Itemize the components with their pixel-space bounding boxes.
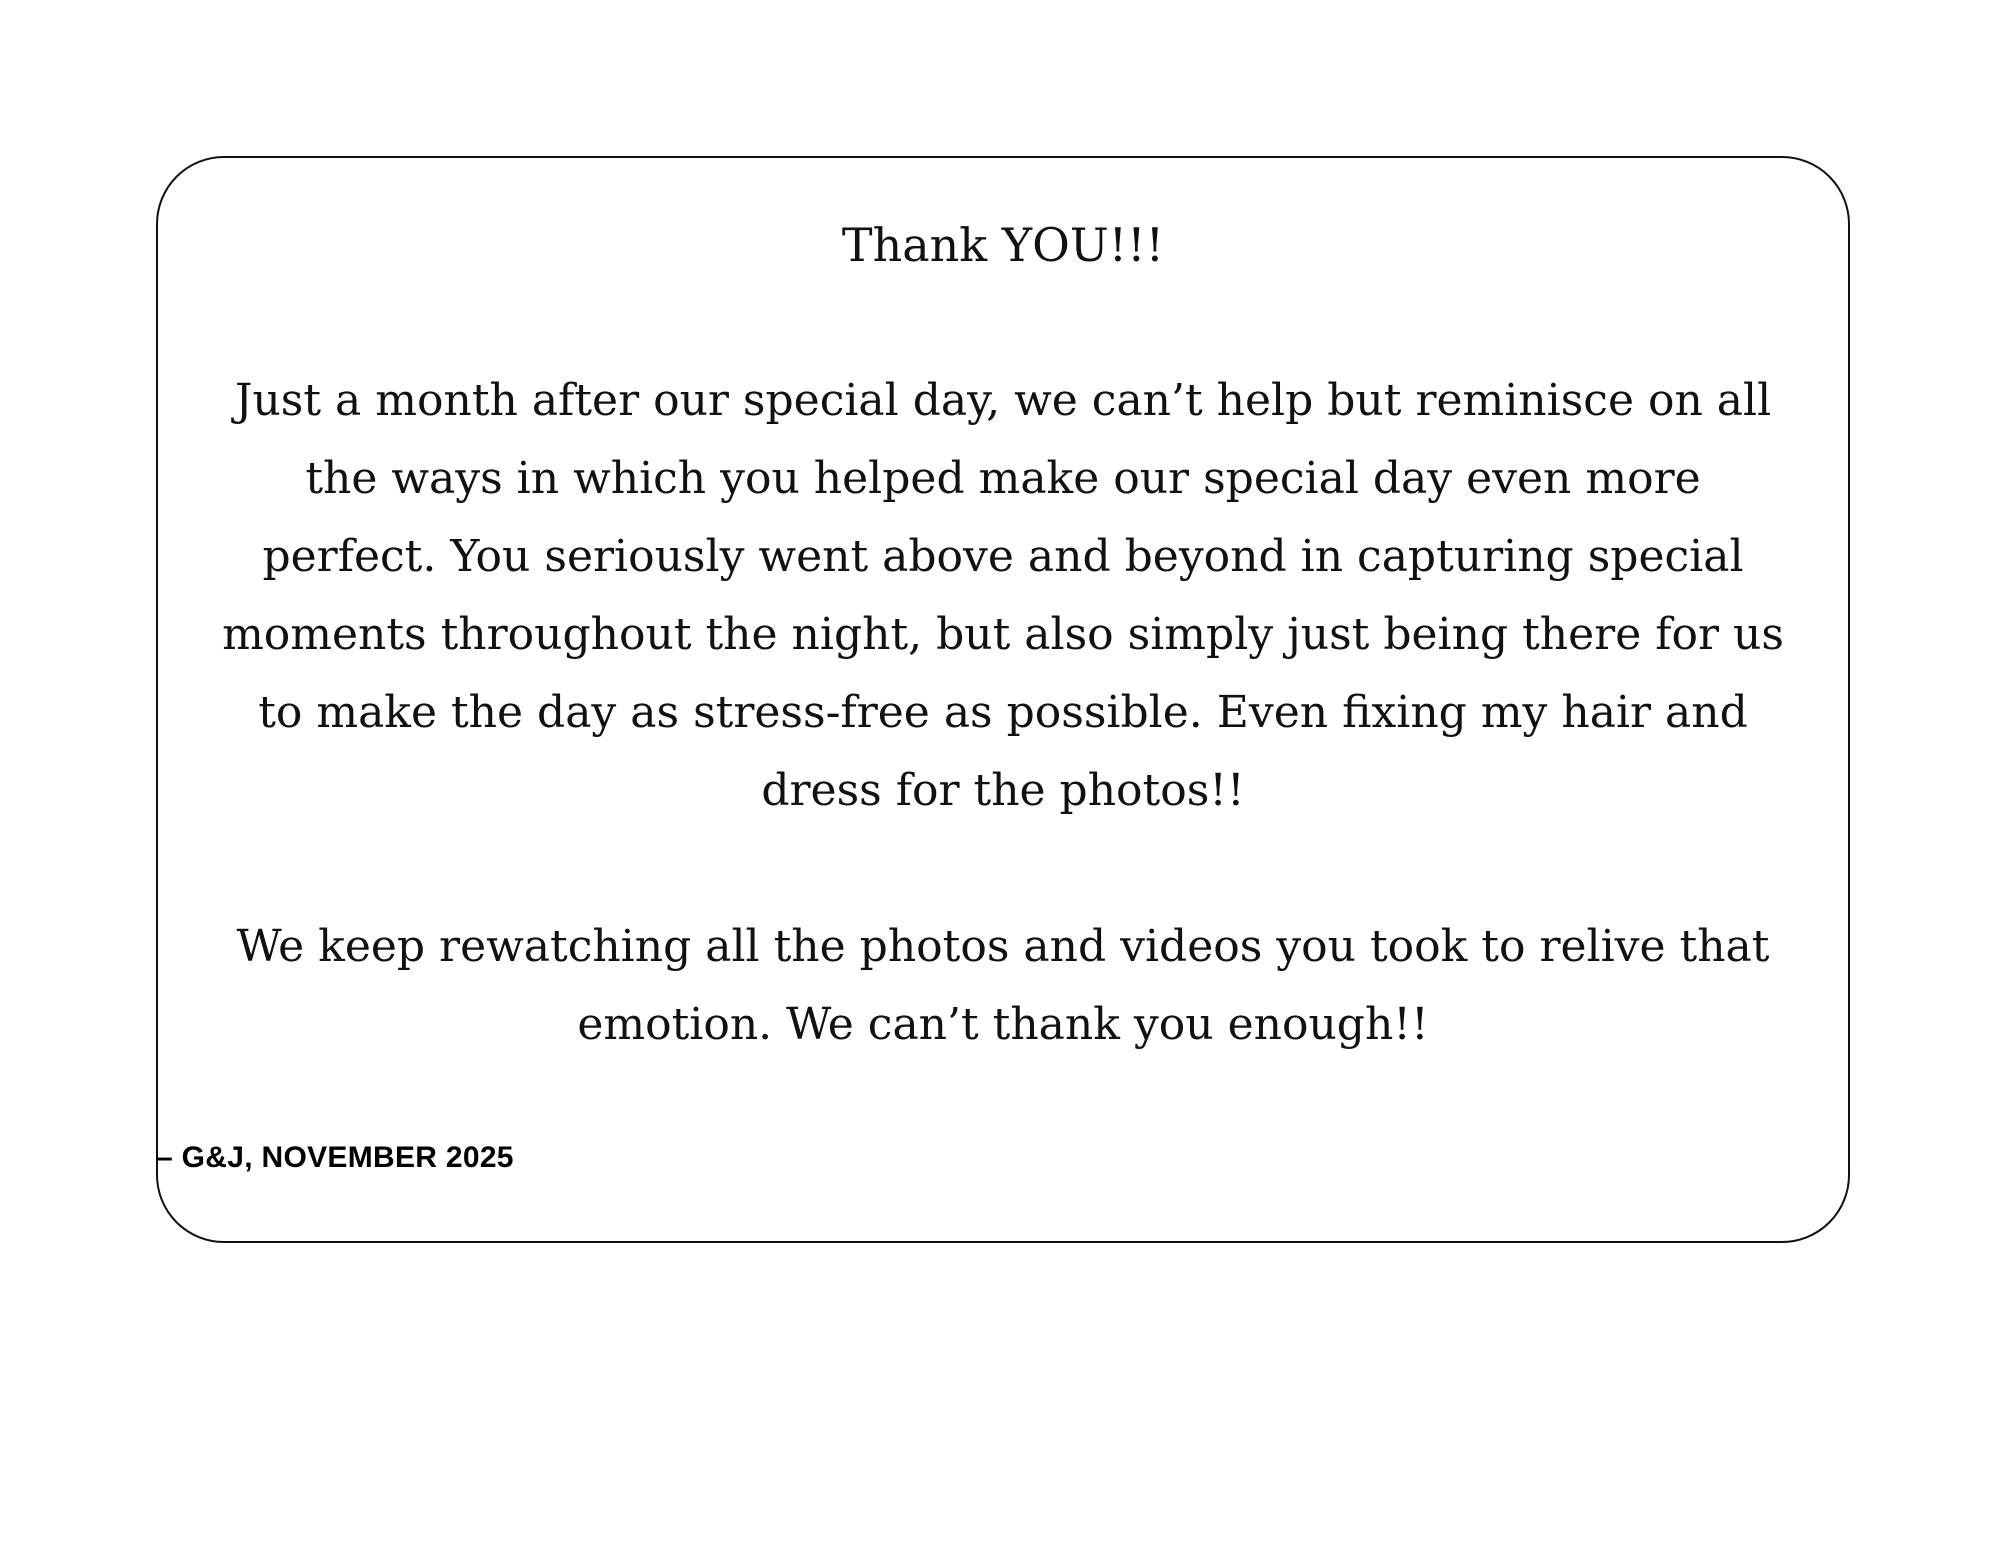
testimonial-card: [156, 156, 1850, 1243]
testimonial-signature: – G&J, NOVEMBER 2025: [156, 1141, 514, 1174]
card-title: Thank YOU!!!: [841, 218, 1165, 272]
testimonial-paragraph-1: Just a month after our special day, we can’t help but reminisce on all the ways in which you helped make our special day even more perfect. You seriously went above and beyond in capturing special moments throughout the night, but also simply just being there for us to make the day as stress-free as possible. Even fixing my hair and dress for the photos!!: [222, 375, 1784, 816]
testimonial-paragraph-2: We keep rewatching all the photos and videos you took to relive that emotion. We can’t thank you enough!!: [236, 921, 1770, 1050]
